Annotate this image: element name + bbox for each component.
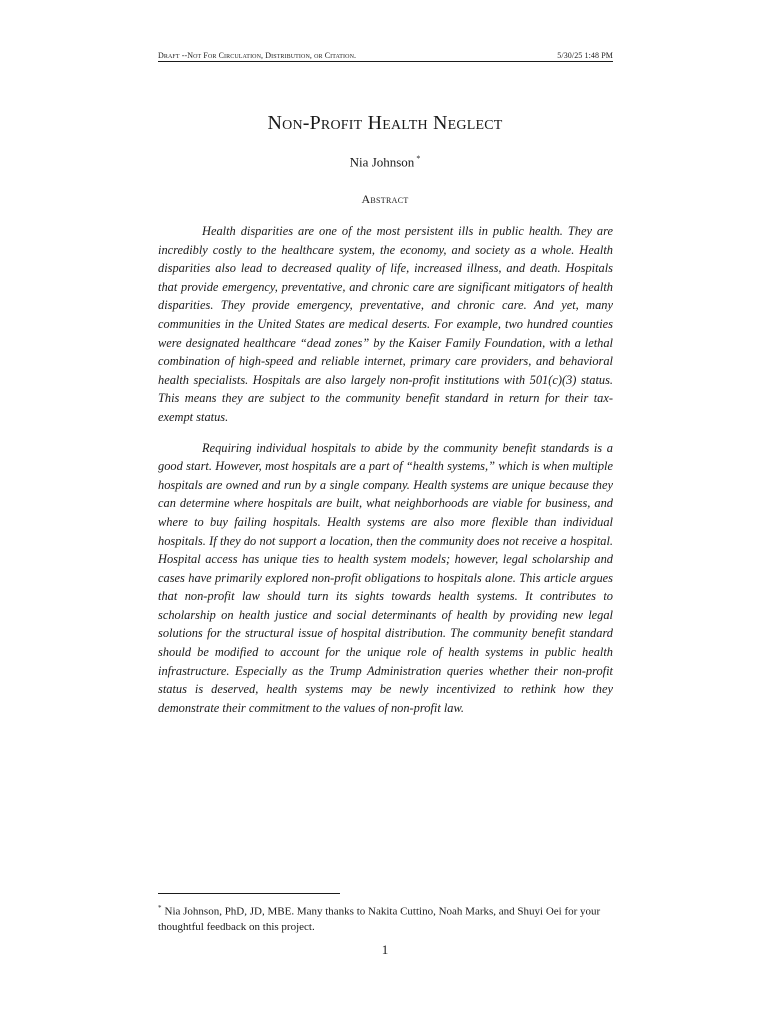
page-number: 1 — [381, 942, 389, 957]
header-timestamp: 5/30/25 1:48 PM — [557, 51, 613, 60]
draft-notice: Draft --Not For Circulation, Distribution, or Citation. — [158, 51, 357, 60]
abstract-paragraph: Requiring individual hospitals to abide by the community benefit standards is a good start. However, most hospitals are a part of “health systems,” which is when multiple hospitals are owned and run by a single company. Health systems are unique because they can determine where hospitals are built, what neighborhoods are viable for business, and where to buy failing hospitals. Health systems are also more flexible than individual hospitals. If they do not support a location, then the community does not receive a hospital. Hospital access has unique ties to health system models; however, legal scholarship and cases have primarily explored non-profit obligations to hospitals alone. This article argues that non-profit law should turn its sights towards health systems. It contributes to scholarship on health justice and social determinants of health by providing new legal solutions for the structural issue of hospital distribution. The community benefit standard should be modified to account for the unique role of health systems in public health infrastructure. Especially as the Trump Administration queries whether their non-profit status is deserved, health systems may be newly incentivized to rethink how they demonstrate their commitment to the values of non-profit law. — [158, 440, 613, 715]
author-line — [150, 154, 620, 170]
abstract-body — [158, 222, 613, 729]
footnote-marker: * — [158, 904, 162, 912]
running-header — [158, 46, 613, 62]
abstract-heading: Abstract — [361, 192, 409, 206]
article-title: Non-Profit Health Neglect — [267, 112, 503, 134]
author-footnote-marker[interactable]: * — [416, 154, 421, 163]
author-name: Nia Johnson — [349, 154, 415, 170]
footnote-text: Nia Johnson, PhD, JD, MBE. Many thanks to Nakita Cuttino, Noah Marks, and Shuyi Oei for your thoughtful feedback on this project. — [158, 905, 601, 933]
abstract-paragraph: Health disparities are one of the most persistent ills in public health. They are incredibly costly to the healthcare system, the economy, and society as a whole. Health disparities also lead to decreased quality of life, increased illness, and death. Hospitals that provide emergency, preventative, and chronic care are significant mitigators of health disparities. They provide emergency, preventative, and chronic care. And yet, many communities in the United States are medical deserts. For example, two hundred counties were designated healthcare “dead zones” by the Kaiser Family Foundation, with a lethal combination of high-speed and reliable internet, primary care providers, and behavioral health specialists. Hospitals are also largely non-profit institutions with 501(c)(3) status. This means they are subject to the community benefit standard in return for their tax-exempt status. — [158, 224, 613, 424]
footnote — [158, 901, 613, 935]
footnote-separator — [158, 893, 340, 894]
